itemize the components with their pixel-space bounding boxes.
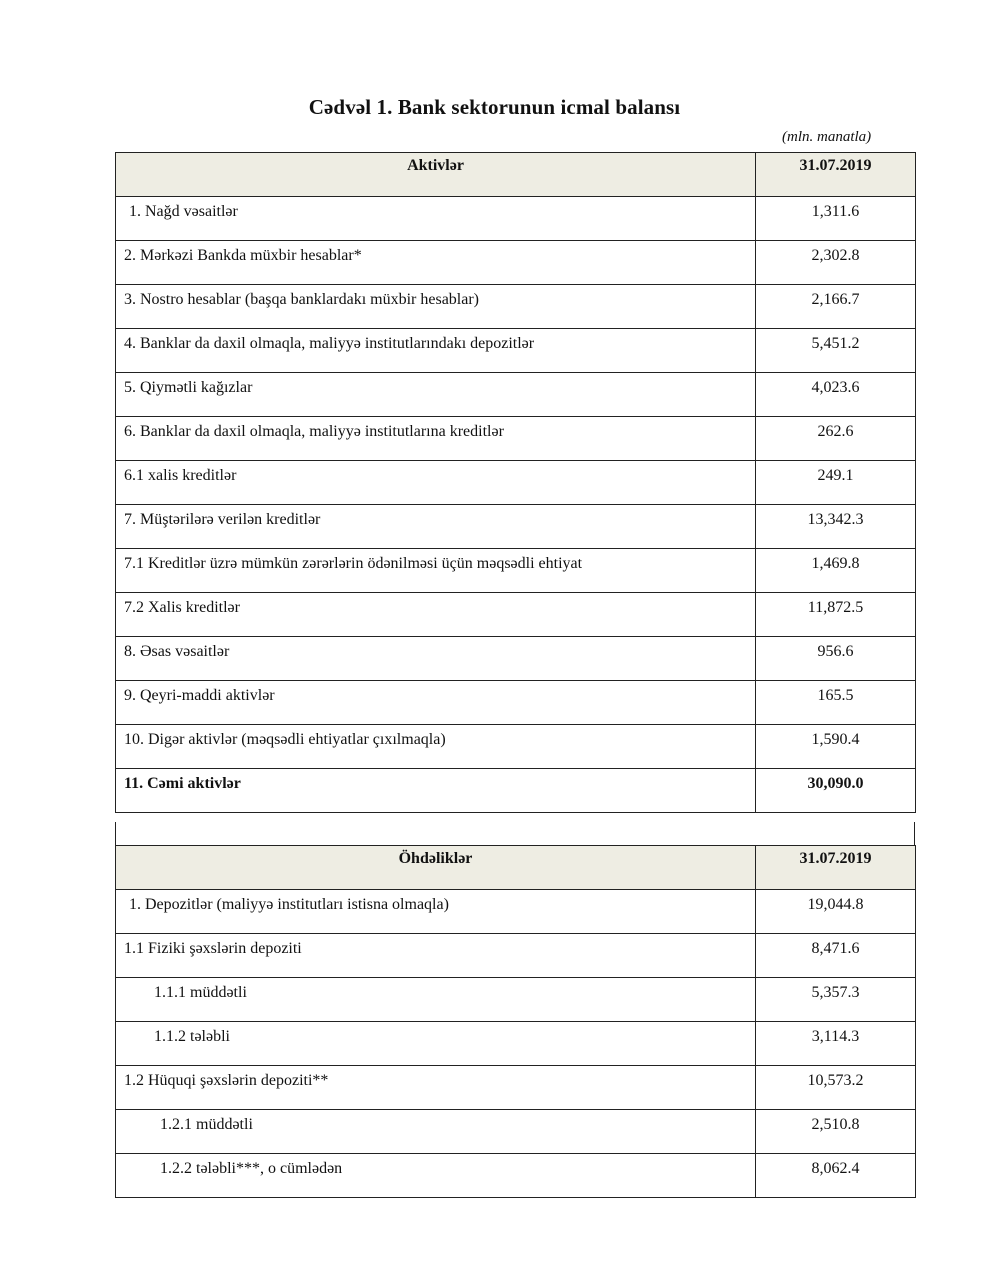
- table-row: [116, 373, 916, 417]
- liabilities-header-label: Öhdəliklər: [116, 846, 756, 890]
- table-separator: [115, 822, 915, 845]
- row-value: 1,590.4: [756, 725, 916, 769]
- row-label: 7.1 Kreditlər üzrə mümkün zərərlərin ödənilməsi üçün məqsədli ehtiyat: [116, 549, 756, 593]
- total-value: 30,090.0: [756, 769, 916, 813]
- table-row: [116, 329, 916, 373]
- row-label: 7. Müştərilərə verilən kreditlər: [116, 505, 756, 549]
- row-value: 2,302.8: [756, 241, 916, 285]
- table-row: [116, 978, 916, 1022]
- row-label: 3. Nostro hesablar (başqa banklardakı müxbir hesablar): [116, 285, 756, 329]
- row-label: 10. Digər aktivlər (məqsədli ehtiyatlar çıxılmaqla): [116, 725, 756, 769]
- assets-table: [115, 152, 916, 813]
- row-label: 2. Mərkəzi Bankda müxbir hesablar*: [116, 241, 756, 285]
- row-value: 11,872.5: [756, 593, 916, 637]
- row-label: 1. Depozitlər (maliyyə institutları istisna olmaqla): [116, 890, 756, 934]
- table-row: [116, 1066, 916, 1110]
- row-label: 9. Qeyri-maddi aktivlər: [116, 681, 756, 725]
- table-row: [116, 934, 916, 978]
- table-row: [116, 1154, 916, 1198]
- row-value: 8,062.4: [756, 1154, 916, 1198]
- row-label: 6.1 xalis kreditlər: [116, 461, 756, 505]
- table-row: [116, 1022, 916, 1066]
- total-row: [116, 769, 916, 813]
- row-value: 2,166.7: [756, 285, 916, 329]
- assets-header-label: Aktivlər: [116, 153, 756, 197]
- table-row: [116, 593, 916, 637]
- row-label: 1.1.2 tələbli: [116, 1022, 756, 1066]
- row-value: 5,451.2: [756, 329, 916, 373]
- row-value: 10,573.2: [756, 1066, 916, 1110]
- row-value: 1,469.8: [756, 549, 916, 593]
- row-value: 1,311.6: [756, 197, 916, 241]
- row-value: 262.6: [756, 417, 916, 461]
- liabilities-header-date: 31.07.2019: [756, 846, 916, 890]
- table-row: [116, 417, 916, 461]
- row-label: 1.2 Hüquqi şəxslərin depoziti**: [116, 1066, 756, 1110]
- row-value: 2,510.8: [756, 1110, 916, 1154]
- table-row: [116, 890, 916, 934]
- row-value: 5,357.3: [756, 978, 916, 1022]
- row-value: 19,044.8: [756, 890, 916, 934]
- row-value: 8,471.6: [756, 934, 916, 978]
- row-value: 13,342.3: [756, 505, 916, 549]
- assets-header-date: 31.07.2019: [756, 153, 916, 197]
- row-label: 1.1 Fiziki şəxslərin depoziti: [116, 934, 756, 978]
- row-label: 4. Banklar da daxil olmaqla, maliyyə institutlarındakı depozitlər: [116, 329, 756, 373]
- liabilities-table: [115, 845, 916, 1198]
- table-row: [116, 241, 916, 285]
- total-label: 11. Cəmi aktivlər: [116, 769, 756, 813]
- row-label: 1.1.1 müddətli: [116, 978, 756, 1022]
- table-row: [116, 1110, 916, 1154]
- table-row: [116, 505, 916, 549]
- assets-header-row: [116, 153, 916, 197]
- table-row: [116, 285, 916, 329]
- table-row: [116, 637, 916, 681]
- row-label: 1.2.2 tələbli***, o cümlədən: [116, 1154, 756, 1198]
- table-row: [116, 197, 916, 241]
- row-label: 1. Nağd vəsaitlər: [116, 197, 756, 241]
- row-value: 4,023.6: [756, 373, 916, 417]
- row-label: 7.2 Xalis kreditlər: [116, 593, 756, 637]
- row-label: 5. Qiymətli kağızlar: [116, 373, 756, 417]
- table-row: [116, 461, 916, 505]
- table-row: [116, 725, 916, 769]
- row-label: 1.2.1 müddətli: [116, 1110, 756, 1154]
- row-value: 249.1: [756, 461, 916, 505]
- unit-note: (mln. manatla): [782, 129, 872, 145]
- row-label: 6. Banklar da daxil olmaqla, maliyyə institutlarına kreditlər: [116, 417, 756, 461]
- row-value: 165.5: [756, 681, 916, 725]
- row-label: 8. Əsas vəsaitlər: [116, 637, 756, 681]
- table-row: [116, 549, 916, 593]
- table-row: [116, 681, 916, 725]
- row-value: 3,114.3: [756, 1022, 916, 1066]
- row-value: 956.6: [756, 637, 916, 681]
- liabilities-header-row: [116, 846, 916, 890]
- page-title: Cədvəl 1. Bank sektorunun icmal balansı: [308, 95, 681, 119]
